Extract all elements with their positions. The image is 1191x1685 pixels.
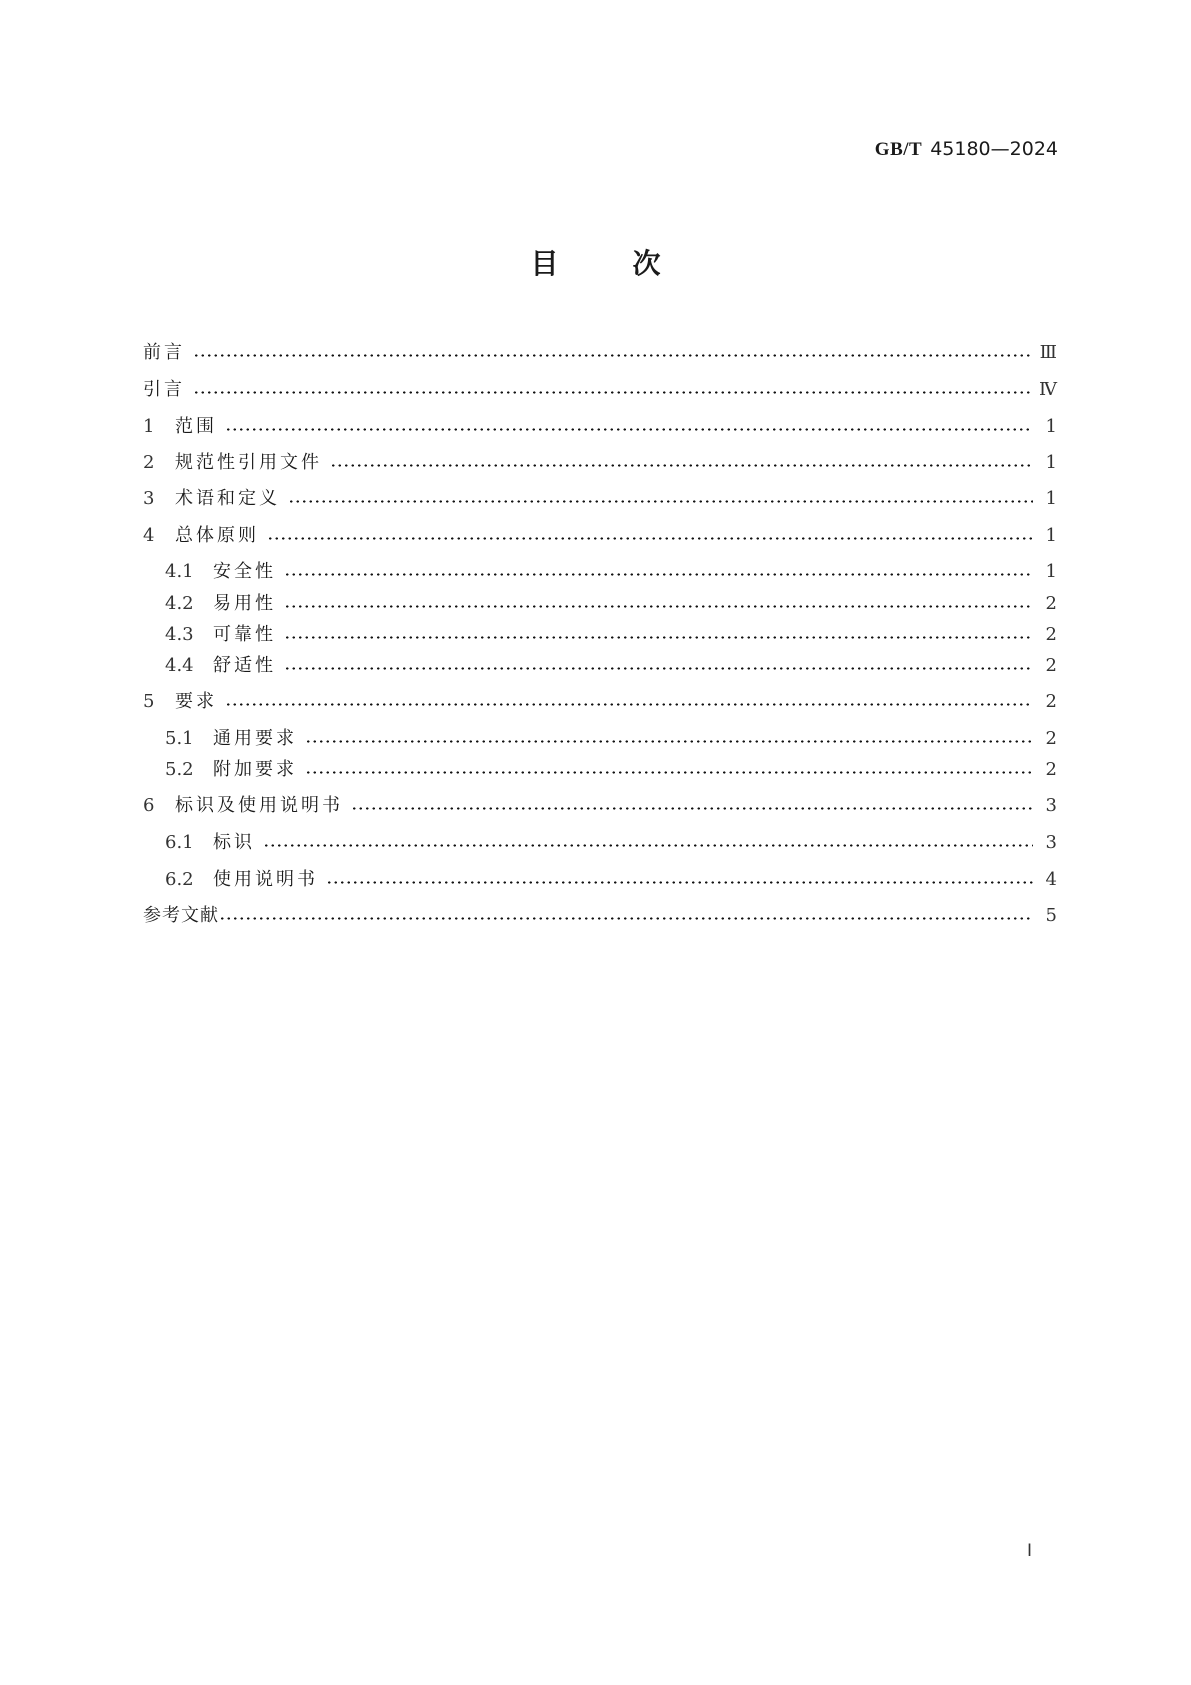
toc-entry-label: 易用性: [213, 593, 276, 614]
dot-leader: [225, 414, 1039, 440]
toc-entry-number: 5: [143, 691, 155, 712]
title-char-1: 目: [530, 247, 559, 280]
toc-entry-4-1[interactable]: [165, 559, 1057, 585]
toc-entry-page: Ⅳ: [1039, 379, 1057, 400]
toc-entry-number: 3: [143, 488, 155, 509]
toc-entry-page: 1: [1045, 525, 1057, 546]
toc-entry-label: 标识及使用说明书: [175, 795, 343, 816]
dot-leader: [267, 523, 1039, 549]
toc-entry-introduction[interactable]: [143, 377, 1057, 403]
toc-entry-page: 3: [1045, 795, 1057, 816]
toc-entry-3[interactable]: [143, 486, 1057, 512]
toc-entry-page: 1: [1045, 488, 1057, 509]
toc-entry-number: 1: [143, 416, 155, 437]
dot-leader: [193, 377, 1039, 403]
toc-entry-page: 1: [1045, 416, 1057, 437]
toc-entry-5-2[interactable]: [165, 757, 1057, 783]
dot-leader: [225, 689, 1039, 715]
toc-entry-4[interactable]: [143, 523, 1057, 549]
toc-entry-number: 2: [143, 452, 155, 473]
toc-entry-6[interactable]: [143, 793, 1057, 819]
toc-entry-number: 6: [143, 795, 155, 816]
toc-entry-page: 4: [1045, 869, 1057, 890]
toc-entry-page: Ⅲ: [1039, 342, 1057, 363]
toc-entry-number: 6.1: [165, 832, 194, 853]
toc-entry-page: 2: [1045, 759, 1057, 780]
toc-entry-label: 可靠性: [213, 624, 276, 645]
toc-entry-bibliography[interactable]: [143, 903, 1057, 929]
toc-entry-2[interactable]: [143, 450, 1057, 476]
dot-leader: [284, 653, 1039, 679]
toc-entry-label: 通用要求: [213, 728, 297, 749]
dot-leader: [284, 622, 1039, 648]
toc-entry-number: 5.2: [165, 759, 194, 780]
toc-entry-4-2[interactable]: [165, 591, 1057, 617]
standard-number: 45180—2024: [930, 138, 1058, 160]
dot-leader: [193, 340, 1039, 366]
dot-leader: [263, 830, 1039, 856]
toc-entry-page: 2: [1045, 593, 1057, 614]
toc-entry-foreword[interactable]: [143, 340, 1057, 366]
toc-entry-number: 4: [143, 525, 155, 546]
toc-entry-label: 附加要求: [213, 759, 297, 780]
toc-entry-label: 使用说明书: [213, 869, 318, 890]
dot-leader: [284, 559, 1039, 585]
toc-entry-label: 舒适性: [213, 655, 276, 676]
dot-leader: [288, 486, 1039, 512]
toc-entry-number: 4.1: [165, 561, 194, 582]
toc-entry-page: 2: [1045, 655, 1057, 676]
toc-entry-number: 5.1: [165, 728, 194, 749]
toc-entry-page: 5: [1045, 905, 1057, 926]
toc-entry-number: 4.2: [165, 593, 194, 614]
standard-prefix: GB/T: [874, 139, 923, 160]
toc-entry-5-1[interactable]: [165, 726, 1057, 752]
toc-entry-label: 引言: [143, 379, 185, 400]
toc-entry-label: 总体原则: [175, 525, 259, 546]
toc-entry-label: 规范性引用文件: [175, 452, 322, 473]
standard-code: [875, 138, 1058, 161]
toc-entry-number: 4.4: [165, 655, 194, 676]
toc-entry-number: 6.2: [165, 869, 194, 890]
dot-leader: [351, 793, 1039, 819]
page-title: [0, 242, 1191, 282]
dot-leader: [305, 757, 1039, 783]
toc-entry-4-4[interactable]: [165, 653, 1057, 679]
toc-entry-page: 1: [1045, 452, 1057, 473]
toc-entry-label: 范围: [175, 416, 217, 437]
toc-entry-6-1[interactable]: [165, 830, 1057, 856]
footer-page-number: Ⅰ: [1027, 1541, 1033, 1560]
toc-entry-1[interactable]: [143, 414, 1057, 440]
toc-entry-4-3[interactable]: [165, 622, 1057, 648]
toc-entry-5[interactable]: [143, 689, 1057, 715]
dot-leader: [330, 450, 1039, 476]
toc-entry-page: 2: [1045, 728, 1057, 749]
toc-entry-number: 4.3: [165, 624, 194, 645]
toc-entry-label: 安全性: [213, 561, 276, 582]
dot-leader: [305, 726, 1039, 752]
toc-entry-page: 1: [1045, 561, 1057, 582]
toc-entry-label: 前言: [143, 342, 185, 363]
toc-entry-page: 2: [1045, 624, 1057, 645]
title-char-2: 次: [632, 247, 661, 280]
dot-leader: [284, 591, 1039, 617]
toc-entry-page: 2: [1045, 691, 1057, 712]
dot-leader: [219, 903, 1039, 929]
toc-entry-label: 要求: [175, 691, 217, 712]
toc-entry-label: 标识: [213, 832, 255, 853]
toc-entry-page: 3: [1045, 832, 1057, 853]
toc-entry-label: 术语和定义: [175, 488, 280, 509]
toc-entry-label: 参考文献: [143, 905, 219, 926]
dot-leader: [326, 867, 1039, 893]
toc-entry-6-2[interactable]: [165, 867, 1057, 893]
